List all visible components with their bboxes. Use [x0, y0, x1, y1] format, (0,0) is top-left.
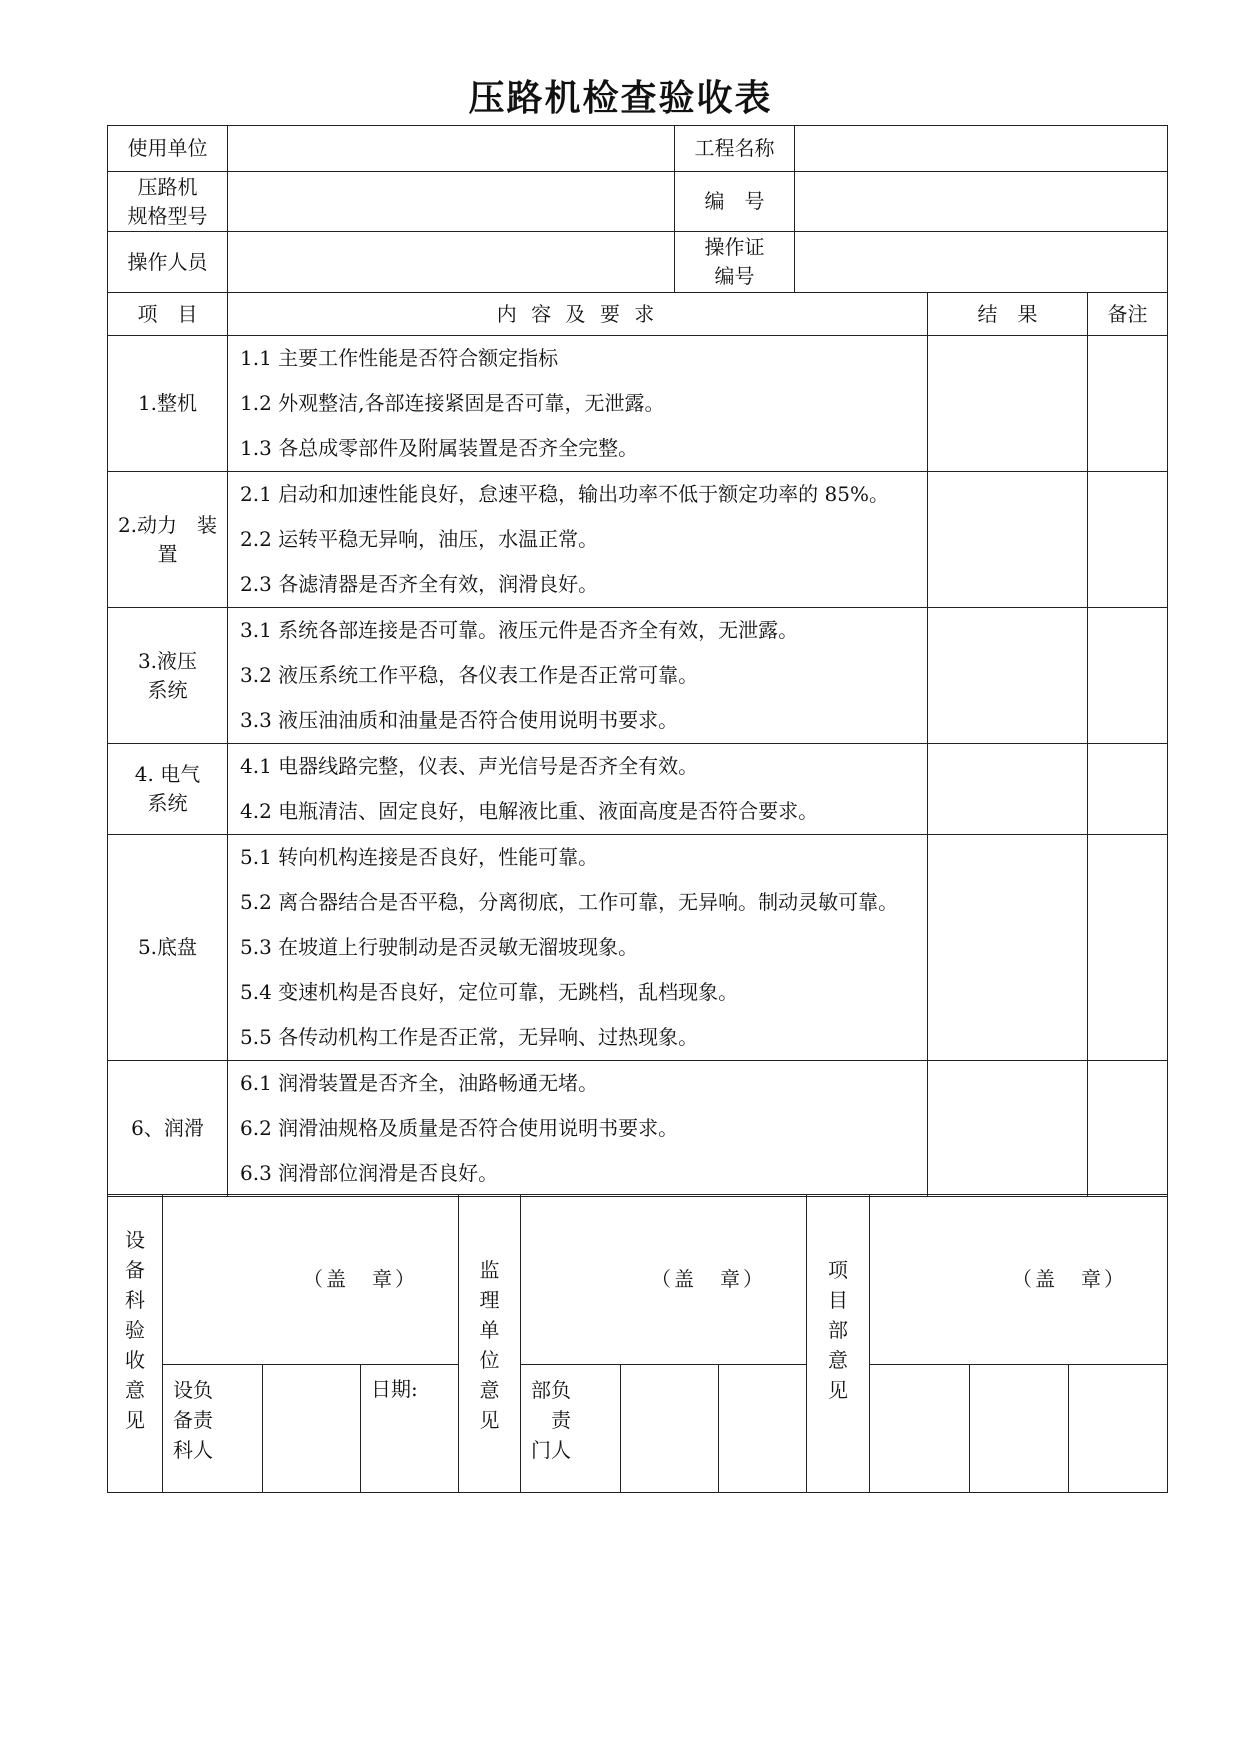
roller-model-label: 压路机 规格型号 — [108, 172, 228, 232]
roller-model-value[interactable] — [228, 172, 675, 232]
remark-cell[interactable] — [1088, 744, 1168, 835]
section-name: 3.液压 系统 — [108, 608, 228, 744]
signoff-table — [107, 1194, 1168, 1493]
section-row — [108, 835, 1168, 1061]
equipment-dept-opinion[interactable]: （盖 章） — [163, 1195, 459, 1365]
col-header-result: 结 果 — [928, 293, 1088, 336]
list-item: 1.2 外观整洁,各部连接紧固是否可靠，无泄露。 — [240, 391, 665, 415]
supervisor-opinion[interactable]: （盖 章） — [521, 1195, 807, 1365]
col-header-content: 内 容 及 要 求 — [228, 293, 928, 336]
date-label: 日期: — [361, 1365, 459, 1493]
project-dept-opinion[interactable]: （盖 章） — [870, 1195, 1168, 1365]
section-row — [108, 744, 1168, 835]
equipment-dept-signature[interactable] — [263, 1365, 361, 1493]
project-name-value[interactable] — [795, 126, 1168, 172]
dept-signer-label: 部负 责 门人 — [521, 1365, 621, 1493]
section-name: 2.动力 装 置 — [108, 472, 228, 608]
section-items — [228, 744, 928, 835]
list-item: 3.1 系统各部连接是否可靠。液压元件是否齐全有效，无泄露。 — [240, 618, 799, 642]
number-value[interactable] — [795, 172, 1168, 232]
list-item: 5.2 离合器结合是否平稳，分离彻底，工作可靠，无异响。制动灵敏可靠。 — [240, 890, 899, 914]
equipment-dept-opinion-label: 设 备 科 验 收 意 见 — [108, 1195, 163, 1493]
section-name: 4. 电气 系统 — [108, 744, 228, 835]
list-item: 2.2 运转平稳无异响，油压，水温正常。 — [240, 527, 599, 551]
list-item: 5.1 转向机构连接是否良好，性能可靠。 — [240, 845, 599, 869]
section-name: 1.整机 — [108, 336, 228, 472]
list-item: 5.3 在坡道上行驶制动是否灵敏无溜坡现象。 — [240, 935, 639, 959]
section-row — [108, 608, 1168, 744]
list-item: 6.2 润滑油规格及质量是否符合使用说明书要求。 — [240, 1116, 679, 1140]
col-header-remark: 备注 — [1088, 293, 1168, 336]
col-header-item: 项 目 — [108, 293, 228, 336]
result-cell[interactable] — [928, 608, 1088, 744]
dept-signature[interactable] — [621, 1365, 719, 1493]
operator-value[interactable] — [228, 232, 675, 293]
section-row — [108, 472, 1168, 608]
cert-number-label: 操作证 编号 — [675, 232, 795, 293]
remark-cell[interactable] — [1088, 608, 1168, 744]
project-signature[interactable] — [970, 1365, 1069, 1493]
result-cell[interactable] — [928, 1061, 1088, 1197]
section-row — [108, 336, 1168, 472]
list-item: 1.3 各总成零部件及附属装置是否齐全完整。 — [240, 436, 639, 460]
list-item: 2.1 启动和加速性能良好，怠速平稳，输出功率不低于额定功率的 85%。 — [240, 482, 889, 506]
section-items — [228, 472, 928, 608]
section-row — [108, 1061, 1168, 1197]
list-item: 4.2 电瓶清洁、固定良好，电解液比重、液面高度是否符合要求。 — [240, 799, 819, 823]
section-items — [228, 608, 928, 744]
list-item: 2.3 各滤清器是否齐全有效，润滑良好。 — [240, 572, 599, 596]
number-label: 编 号 — [675, 172, 795, 232]
inspection-table — [107, 125, 1168, 1197]
section-name: 5.底盘 — [108, 835, 228, 1061]
project-name-label: 工程名称 — [675, 126, 795, 172]
dept-date[interactable] — [719, 1365, 807, 1493]
unit-label: 使用单位 — [108, 126, 228, 172]
unit-value[interactable] — [228, 126, 675, 172]
section-name: 6、润滑 — [108, 1061, 228, 1197]
list-item: 1.1 主要工作性能是否符合额定指标 — [240, 346, 559, 370]
list-item: 5.4 变速机构是否良好，定位可靠，无跳档，乱档现象。 — [240, 980, 739, 1004]
list-item: 4.1 电器线路完整，仪表、声光信号是否齐全有效。 — [240, 754, 699, 778]
remark-cell[interactable] — [1088, 472, 1168, 608]
section-items — [228, 1061, 928, 1197]
project-signer-cell[interactable] — [870, 1365, 970, 1493]
list-item: 3.3 液压油油质和油量是否符合使用说明书要求。 — [240, 708, 679, 732]
page-title: 压路机检查验收表 — [468, 77, 773, 119]
result-cell[interactable] — [928, 472, 1088, 608]
project-dept-opinion-label: 项 目 部 意 见 — [807, 1195, 870, 1493]
remark-cell[interactable] — [1088, 835, 1168, 1061]
result-cell[interactable] — [928, 835, 1088, 1061]
list-item: 6.3 润滑部位润滑是否良好。 — [240, 1161, 499, 1185]
supervisor-opinion-label: 监 理 单 位 意 见 — [459, 1195, 521, 1493]
project-date[interactable] — [1069, 1365, 1168, 1493]
section-items — [228, 336, 928, 472]
list-item: 3.2 液压系统工作平稳，各仪表工作是否正常可靠。 — [240, 663, 699, 687]
result-cell[interactable] — [928, 336, 1088, 472]
cert-number-value[interactable] — [795, 232, 1168, 293]
remark-cell[interactable] — [1088, 1061, 1168, 1197]
list-item: 6.1 润滑装置是否齐全，油路畅通无堵。 — [240, 1071, 599, 1095]
result-cell[interactable] — [928, 744, 1088, 835]
equipment-dept-signer-label: 设负 备责 科人 — [163, 1365, 263, 1493]
section-items — [228, 835, 928, 1061]
operator-label: 操作人员 — [108, 232, 228, 293]
list-item: 5.5 各传动机构工作是否正常，无异响、过热现象。 — [240, 1025, 699, 1049]
remark-cell[interactable] — [1088, 336, 1168, 472]
